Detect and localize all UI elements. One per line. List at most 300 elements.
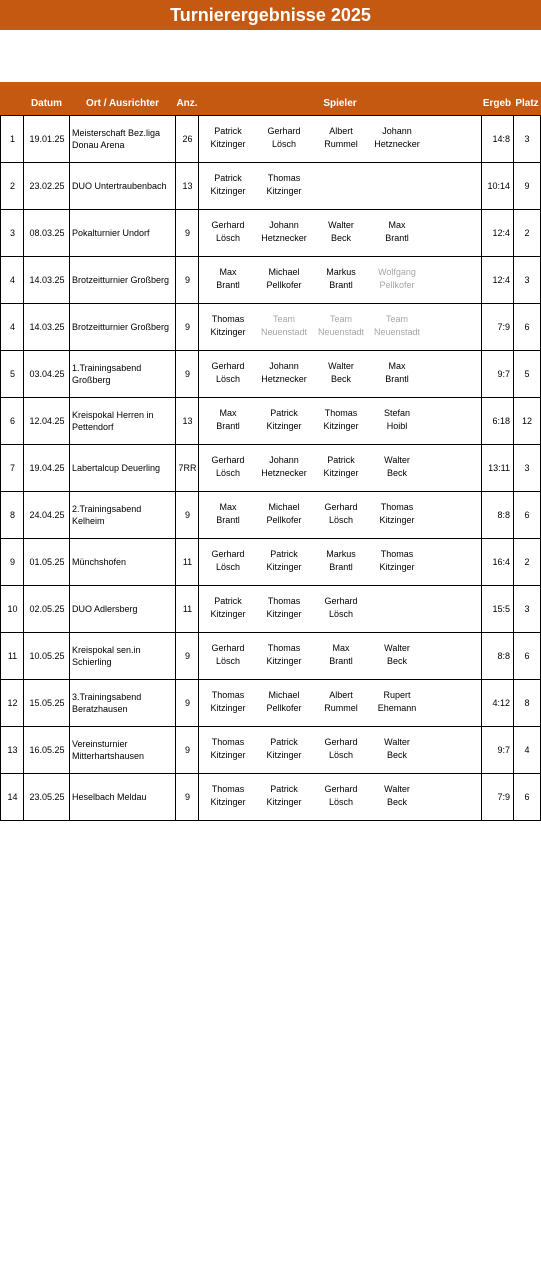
player-name [369,360,425,386]
cell-ort-text: Brotzeitturnier Großberg [72,322,170,332]
cell-platz-text: 2 [524,557,530,567]
cell-platz [513,492,541,538]
player-last-name: Kitzinger [266,186,302,196]
table-row [0,492,541,539]
player-first-name: Team [272,314,295,324]
header-platz: Platz [515,98,539,109]
player-last-name: Hetznecker [261,374,307,384]
cell-nr [0,304,24,350]
player-first-name: Thomas [267,643,301,653]
cell-anz-text: 9 [184,228,190,238]
cell-ergebnis [481,727,514,773]
cell-anz-text: 9 [184,510,190,520]
cell-ort-text: Vereinsturnier Mitterhartshausen [72,739,145,761]
cell-platz-text: 6 [524,322,530,332]
player-last-name: Lösch [215,468,241,478]
player-name [369,219,425,245]
cell-datum-text: 23.02.25 [29,181,65,191]
cell-nr-text: 14 [7,792,18,802]
cell-anz-text: 9 [184,651,190,661]
cell-ort-text: Pokalturnier Undorf [72,228,150,238]
player-name [200,266,256,292]
table-row [0,445,541,492]
player-name [313,454,369,480]
cell-anz-text: 9 [184,745,190,755]
cell-nr-text: 12 [7,698,18,708]
player-first-name: Stefan [383,408,411,418]
cell-datum [23,492,70,538]
cell-platz-text: 5 [524,369,530,379]
cell-datum [23,257,70,303]
cell-spieler [198,163,482,209]
cell-platz-text: 6 [524,510,530,520]
cell-platz-text: 2 [524,228,530,238]
cell-platz [513,539,541,585]
cell-ergebnis [481,116,514,162]
player-first-name: Gerhard [211,549,245,559]
cell-ergebnis [481,680,514,726]
player-first-name: Gerhard [324,737,358,747]
player-first-name: Max [388,361,406,371]
player-name [200,407,256,433]
cell-ort [69,257,176,303]
cell-nr-text: 8 [9,510,15,520]
cell-ergebnis [481,398,514,444]
cell-spieler [198,398,482,444]
cell-ort [69,304,176,350]
cell-nr [0,398,24,444]
player-first-name: Gerhard [211,220,245,230]
cell-ergebnis-text: 12:4 [492,228,510,238]
cell-ergebnis-text: 15:5 [492,604,510,614]
player-name [313,407,369,433]
player-first-name: Johann [269,455,299,465]
player-name [369,642,425,668]
cell-spieler [198,586,482,632]
cell-anz [175,727,199,773]
cell-spieler [198,774,482,820]
player-first-name: Walter [328,361,354,371]
player-first-name: Rupert [383,690,411,700]
player-first-name: Thomas [380,549,414,559]
player-name [369,501,425,527]
player-last-name: Brantl [329,280,353,290]
cell-ort [69,727,176,773]
cell-ort-text: Heselbach Meldau [72,792,147,802]
player-last-name: Lösch [215,656,241,666]
cell-ort [69,539,176,585]
player-last-name: Neuenstadt [260,327,308,337]
player-last-name: Kitzinger [266,609,302,619]
cell-platz [513,351,541,397]
cell-platz-text: 4 [524,745,530,755]
header-ergeb: Ergeb [482,98,512,109]
player-last-name: Pellkofer [266,515,302,525]
cell-platz-text: 9 [524,181,530,191]
cell-platz-text: 3 [524,275,530,285]
player-last-name: Kitzinger [210,703,246,713]
cell-anz-text: 11 [182,604,193,614]
cell-anz [175,539,199,585]
cell-ergebnis-text: 9:7 [497,369,510,379]
player-first-name: Gerhard [211,455,245,465]
player-name [200,172,256,198]
cell-datum [23,727,70,773]
cell-anz [175,398,199,444]
player-first-name: Michael [268,267,300,277]
player-last-name: Beck [330,374,351,384]
cell-ergebnis [481,774,514,820]
cell-anz-text: 13 [182,181,193,191]
cell-ergebnis-text: 6:18 [492,416,510,426]
player-last-name: Lösch [328,797,354,807]
cell-ort [69,633,176,679]
player-name [256,689,312,715]
cell-platz [513,257,541,303]
cell-datum-text: 02.05.25 [29,604,65,614]
cell-ort-text: 1.Trainingsabend Großberg [72,363,142,385]
player-last-name: Lösch [215,562,241,572]
player-name [256,313,312,339]
cell-spieler [198,116,482,162]
player-last-name: Hetznecker [261,233,307,243]
cell-ergebnis [481,445,514,491]
cell-platz [513,163,541,209]
table-row [0,586,541,633]
player-first-name: Patrick [214,126,242,136]
cell-ergebnis-text: 8:8 [497,510,510,520]
player-name [200,125,256,151]
player-name [369,313,425,339]
cell-datum [23,398,70,444]
cell-platz-text: 3 [524,463,530,473]
player-last-name: Rummel [324,139,358,149]
cell-nr-text: 10 [7,604,18,614]
player-last-name: Lösch [328,750,354,760]
cell-datum [23,445,70,491]
player-first-name: Walter [384,737,410,747]
player-last-name: Brantl [329,656,353,666]
player-last-name: Lösch [328,609,354,619]
cell-nr [0,163,24,209]
cell-nr-text: 2 [9,181,15,191]
player-name [313,689,369,715]
player-last-name: Neuenstadt [317,327,365,337]
player-last-name: Pellkofer [266,703,302,713]
player-name [313,360,369,386]
cell-datum [23,633,70,679]
player-name [369,689,425,715]
cell-nr-text: 7 [9,463,15,473]
cell-datum-text: 10.05.25 [29,651,65,661]
cell-nr [0,633,24,679]
cell-ergebnis [481,586,514,632]
player-last-name: Kitzinger [210,797,246,807]
player-last-name: Rummel [324,703,358,713]
cell-datum [23,351,70,397]
cell-ergebnis-text: 7:9 [497,322,510,332]
cell-nr-text: 11 [7,651,18,661]
cell-platz-text: 6 [524,792,530,802]
player-last-name: Hetznecker [374,139,420,149]
cell-nr-text: 1 [9,134,15,144]
table-row [0,398,541,445]
cell-platz [513,633,541,679]
cell-ergebnis-text: 10:14 [487,181,510,191]
cell-datum-text: 14.03.25 [29,322,65,332]
cell-platz [513,727,541,773]
cell-platz-text: 3 [524,604,530,614]
player-first-name: Johann [382,126,412,136]
cell-anz [175,304,199,350]
cell-nr [0,539,24,585]
cell-ort-text: 2.Trainingsabend Kelheim [72,504,142,526]
player-name [313,548,369,574]
player-name [256,219,312,245]
table-row [0,257,541,304]
cell-datum-text: 01.05.25 [29,557,65,567]
cell-platz [513,680,541,726]
cell-nr [0,680,24,726]
player-name [313,313,369,339]
cell-anz [175,586,199,632]
table-row [0,727,541,774]
cell-ort-text: Labertalcup Deuerling [72,463,161,473]
player-name [313,642,369,668]
cell-anz-text: 9 [184,698,190,708]
cell-datum [23,116,70,162]
player-last-name: Kitzinger [379,515,415,525]
cell-nr-text: 3 [9,228,15,238]
cell-nr-text: 4 [9,322,15,332]
player-name [369,454,425,480]
cell-ort-text: Münchshofen [72,557,127,567]
cell-anz-text: 9 [184,322,190,332]
cell-nr [0,727,24,773]
player-name [369,736,425,762]
cell-anz [175,774,199,820]
player-first-name: Gerhard [324,502,358,512]
cell-datum-text: 03.04.25 [29,369,65,379]
player-name [200,783,256,809]
cell-nr [0,774,24,820]
player-first-name: Patrick [327,455,355,465]
player-first-name: Patrick [270,549,298,559]
cell-ort [69,492,176,538]
cell-nr-text: 4 [9,275,15,285]
cell-anz [175,492,199,538]
cell-nr [0,586,24,632]
cell-ergebnis [481,163,514,209]
cell-spieler [198,304,482,350]
cell-ort-text: DUO Untertraubenbach [72,181,167,191]
cell-ergebnis [481,257,514,303]
player-first-name: Walter [384,784,410,794]
player-name [200,736,256,762]
player-first-name: Michael [268,502,300,512]
cell-nr [0,492,24,538]
cell-anz [175,210,199,256]
cell-ort [69,163,176,209]
cell-nr [0,351,24,397]
cell-spieler [198,680,482,726]
cell-nr-text: 5 [9,369,15,379]
player-last-name: Lösch [215,374,241,384]
cell-spieler [198,257,482,303]
player-last-name: Hoibl [386,421,408,431]
player-name [256,172,312,198]
cell-anz-text: 7RR [178,463,197,473]
cell-platz [513,304,541,350]
cell-datum [23,586,70,632]
player-name [256,360,312,386]
cell-datum [23,210,70,256]
player-first-name: Walter [384,643,410,653]
header-datum: Datum [30,98,63,109]
player-last-name: Kitzinger [210,139,246,149]
cell-ort-text: Meisterschaft Bez.liga Donau Arena [72,128,161,150]
cell-spieler [198,539,482,585]
cell-spieler [198,445,482,491]
player-first-name: Gerhard [211,361,245,371]
cell-nr [0,257,24,303]
cell-platz-text: 12 [521,416,532,426]
table-row [0,774,541,821]
cell-ort [69,445,176,491]
player-name [256,595,312,621]
cell-nr-text: 6 [9,416,15,426]
player-last-name: Brantl [329,562,353,572]
player-first-name: Thomas [211,690,245,700]
player-last-name: Lösch [271,139,297,149]
table-row [0,304,541,351]
cell-datum-text: 14.03.25 [29,275,65,285]
player-name [256,783,312,809]
cell-ort [69,586,176,632]
player-last-name: Kitzinger [266,750,302,760]
player-last-name: Kitzinger [210,186,246,196]
player-first-name: Albert [329,690,353,700]
player-last-name: Ehemann [377,703,417,713]
cell-anz-text: 9 [184,275,190,285]
player-first-name: Wolfgang [378,267,416,277]
cell-anz-text: 11 [182,557,193,567]
player-first-name: Gerhard [324,784,358,794]
cell-ort-text: 3.Trainingsabend Beratzhausen [72,692,142,714]
player-name [256,407,312,433]
cell-anz [175,680,199,726]
player-last-name: Pellkofer [266,280,302,290]
cell-ergebnis [481,304,514,350]
player-name [256,548,312,574]
player-first-name: Patrick [270,737,298,747]
cell-ergebnis-text: 16:4 [492,557,510,567]
cell-nr [0,210,24,256]
cell-ort [69,680,176,726]
table-row [0,163,541,210]
cell-anz-text: 13 [182,416,193,426]
cell-ergebnis [481,539,514,585]
cell-ergebnis [481,633,514,679]
player-last-name: Kitzinger [210,327,246,337]
player-name [256,642,312,668]
cell-datum-text: 08.03.25 [29,228,65,238]
cell-datum-text: 15.05.25 [29,698,65,708]
cell-anz [175,351,199,397]
player-name [369,125,425,151]
cell-nr [0,116,24,162]
player-last-name: Hetznecker [261,468,307,478]
cell-ort [69,398,176,444]
cell-platz [513,586,541,632]
player-name [256,266,312,292]
player-name [200,642,256,668]
player-name [313,595,369,621]
player-first-name: Thomas [211,314,245,324]
player-first-name: Patrick [214,596,242,606]
player-name [313,501,369,527]
cell-platz [513,445,541,491]
cell-spieler [198,727,482,773]
cell-ergebnis-text: 13:11 [488,463,510,473]
player-first-name: Max [219,408,237,418]
cell-datum-text: 23.05.25 [29,792,65,802]
cell-ergebnis [481,492,514,538]
player-first-name: Thomas [324,408,358,418]
header-spieler: Spieler [323,98,357,109]
cell-anz [175,633,199,679]
player-name [313,266,369,292]
cell-spieler [198,351,482,397]
player-first-name: Gerhard [211,643,245,653]
cell-platz-text: 3 [524,134,530,144]
player-name [369,548,425,574]
cell-datum [23,304,70,350]
cell-platz-text: 8 [524,698,530,708]
player-name [200,360,256,386]
player-first-name: Thomas [267,173,301,183]
player-first-name: Thomas [211,784,245,794]
player-first-name: Gerhard [267,126,301,136]
player-last-name: Kitzinger [379,562,415,572]
cell-ort-text: Kreispokal Herren in Pettendorf [72,410,154,432]
player-first-name: Albert [329,126,353,136]
player-first-name: Michael [268,690,300,700]
cell-spieler [198,492,482,538]
player-last-name: Neuenstadt [373,327,421,337]
table-row [0,115,541,163]
player-first-name: Max [332,643,350,653]
player-last-name: Lösch [215,233,241,243]
cell-anz [175,445,199,491]
player-last-name: Kitzinger [323,468,359,478]
player-last-name: Beck [386,750,407,760]
player-last-name: Pellkofer [379,280,415,290]
player-last-name: Brantl [216,515,240,525]
cell-ergebnis-text: 4:12 [492,698,510,708]
player-last-name: Beck [330,233,351,243]
cell-ergebnis-text: 8:8 [497,651,510,661]
player-last-name: Kitzinger [266,797,302,807]
cell-platz [513,210,541,256]
cell-ergebnis-text: 9:7 [497,745,510,755]
player-name [256,454,312,480]
cell-nr-text: 9 [9,557,15,567]
player-last-name: Brantl [216,280,240,290]
table-row [0,351,541,398]
player-first-name: Markus [326,267,356,277]
player-first-name: Thomas [267,596,301,606]
